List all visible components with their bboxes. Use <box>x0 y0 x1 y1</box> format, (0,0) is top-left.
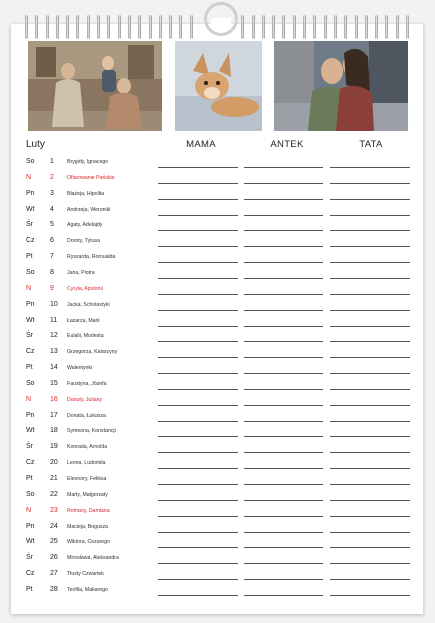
day-number: 15 <box>50 379 58 387</box>
writing-line-tata[interactable] <box>330 278 410 279</box>
writing-line-mama[interactable] <box>158 215 238 216</box>
binding-ring <box>179 15 182 39</box>
weekday-label: Śr <box>26 443 33 451</box>
writing-line-mama[interactable] <box>158 278 238 279</box>
day-row <box>26 472 411 488</box>
writing-line-antek[interactable] <box>244 230 323 231</box>
month-title: Luty <box>26 139 45 150</box>
day-number: 4 <box>50 205 54 213</box>
name-day-text: Teofila, Makarego <box>67 586 108 593</box>
writing-line-mama[interactable] <box>158 230 238 231</box>
writing-line-mama[interactable] <box>158 405 238 406</box>
photo-family <box>28 41 162 131</box>
binding-ring <box>293 15 296 39</box>
day-number: 5 <box>50 221 54 229</box>
writing-line-tata[interactable] <box>330 405 410 406</box>
day-number: 20 <box>50 459 58 467</box>
name-day-text: Jacka, Scholastyki <box>67 301 110 308</box>
binding-ring <box>56 15 59 39</box>
writing-line-mama[interactable] <box>158 310 238 311</box>
writing-line-antek[interactable] <box>244 183 323 184</box>
binding-ring <box>313 15 316 39</box>
day-number: 11 <box>50 316 58 324</box>
name-day-text: Mirosława, Aleksandra <box>67 555 119 562</box>
day-number: 16 <box>50 395 58 403</box>
day-row <box>26 520 411 536</box>
writing-line-antek[interactable] <box>244 199 323 200</box>
writing-line-antek[interactable] <box>244 326 323 327</box>
day-number: 8 <box>50 268 54 276</box>
day-row <box>26 314 411 330</box>
day-row <box>26 345 411 361</box>
weekday-label: N <box>26 395 32 403</box>
writing-line-mama[interactable] <box>158 262 238 263</box>
writing-line-mama[interactable] <box>158 547 238 548</box>
day-number: 9 <box>50 284 54 292</box>
weekday-label: So <box>26 490 35 498</box>
weekday-label: Pn <box>26 522 35 530</box>
name-day-text: Danuty, Juliany <box>67 396 103 403</box>
name-day-text: Agaty, Adelajdy <box>67 222 103 229</box>
binding-ring <box>334 15 337 39</box>
weekday-label: Cz <box>26 570 35 578</box>
writing-line-mama[interactable] <box>158 500 238 501</box>
writing-line-antek[interactable] <box>244 500 323 501</box>
writing-line-tata[interactable] <box>330 294 410 295</box>
day-number: 19 <box>50 443 58 451</box>
name-day-text: Ofiarowanie Pańskie <box>67 174 115 181</box>
writing-line-tata[interactable] <box>330 199 410 200</box>
writing-line-tata[interactable] <box>330 341 410 342</box>
name-day-text: Macieja, Bogusza <box>67 523 108 530</box>
day-row <box>26 187 411 203</box>
writing-line-antek[interactable] <box>244 421 323 422</box>
writing-line-tata[interactable] <box>330 326 410 327</box>
day-number: 7 <box>50 253 54 261</box>
binding-ring <box>262 15 265 39</box>
binding-ring <box>406 15 409 39</box>
name-day-text: Jana, Piotra <box>67 269 95 276</box>
day-number: 2 <box>50 173 54 181</box>
day-row <box>26 361 411 377</box>
day-number: 13 <box>50 348 58 356</box>
writing-line-tata[interactable] <box>330 500 410 501</box>
day-row <box>26 298 411 314</box>
day-number: 10 <box>50 300 58 308</box>
weekday-label: Pn <box>26 411 35 419</box>
name-day-text: Romany, Damiana <box>67 507 110 514</box>
binding-ring <box>396 15 399 39</box>
day-number: 22 <box>50 490 58 498</box>
weekday-label: Śr <box>26 221 33 229</box>
writing-line-tata[interactable] <box>330 389 410 390</box>
column-header-tata: TATA <box>359 139 383 150</box>
day-number: 26 <box>50 554 58 562</box>
name-day-text: Ryszarda, Romualda <box>67 254 116 261</box>
name-day-text: Grzegorza, Katarzyny <box>67 349 118 356</box>
weekday-label: So <box>26 268 35 276</box>
day-row <box>26 250 411 266</box>
writing-line-antek[interactable] <box>244 167 323 168</box>
writing-line-tata[interactable] <box>330 595 410 596</box>
name-day-text: Eulalii, Modesta <box>67 333 104 340</box>
writing-line-mama[interactable] <box>158 183 238 184</box>
weekday-label: Pt <box>26 253 33 261</box>
calendar-sheet <box>11 24 423 614</box>
binding-ring <box>46 15 49 39</box>
binding-ring <box>324 15 327 39</box>
name-day-text: Donata, Łukasza <box>67 412 106 419</box>
name-day-text: Symeona, Konstancji <box>67 428 116 435</box>
binding-ring <box>138 15 141 39</box>
day-row <box>26 424 411 440</box>
weekday-label: Pn <box>26 189 35 197</box>
name-day-text: Faustyna, Józefa <box>67 380 107 387</box>
name-day-text: Cyryla, Apolonii <box>67 285 103 292</box>
weekday-label: N <box>26 173 32 181</box>
writing-line-tata[interactable] <box>330 579 410 580</box>
name-day-text: Błażeja, Hipolita <box>67 190 105 197</box>
writing-line-tata[interactable] <box>330 373 410 374</box>
weekday-label: Pn <box>26 300 35 308</box>
writing-line-tata[interactable] <box>330 215 410 216</box>
day-number: 24 <box>50 522 58 530</box>
photo-couple <box>274 41 408 131</box>
writing-line-mama[interactable] <box>158 246 238 247</box>
writing-line-antek[interactable] <box>244 405 323 406</box>
writing-line-tata[interactable] <box>330 246 410 247</box>
writing-line-antek[interactable] <box>244 484 323 485</box>
weekday-label: Wt <box>26 316 35 324</box>
writing-line-antek[interactable] <box>244 215 323 216</box>
writing-line-tata[interactable] <box>330 421 410 422</box>
calendar-header <box>26 139 411 155</box>
writing-line-antek[interactable] <box>244 357 323 358</box>
writing-line-mama[interactable] <box>158 389 238 390</box>
day-row <box>26 234 411 250</box>
day-row <box>26 218 411 234</box>
binding-ring <box>355 15 358 39</box>
weekday-label: Śr <box>26 554 33 562</box>
writing-line-tata[interactable] <box>330 484 410 485</box>
weekday-label: N <box>26 506 32 514</box>
name-day-text: Leona, Ludomiła <box>67 460 106 467</box>
binding-ring <box>252 15 255 39</box>
day-number: 17 <box>50 411 58 419</box>
hanger-hook <box>204 2 238 36</box>
weekday-label: Wt <box>26 538 35 546</box>
writing-line-antek[interactable] <box>244 595 323 596</box>
day-number: 18 <box>50 427 58 435</box>
day-row <box>26 567 411 583</box>
binding-ring <box>282 15 285 39</box>
binding-ring <box>76 15 79 39</box>
binding-ring <box>365 15 368 39</box>
writing-line-antek[interactable] <box>244 310 323 311</box>
day-number: 1 <box>50 158 54 165</box>
binding-ring <box>190 15 193 39</box>
writing-line-mama[interactable] <box>158 421 238 422</box>
day-row <box>26 583 411 599</box>
binding-ring <box>97 15 100 39</box>
binding-ring <box>118 15 121 39</box>
writing-line-antek[interactable] <box>244 547 323 548</box>
writing-line-mama[interactable] <box>158 436 238 437</box>
day-row <box>26 329 411 345</box>
writing-line-tata[interactable] <box>330 452 410 453</box>
day-number: 14 <box>50 364 58 372</box>
name-day-text: Andrzeja, Weroniki <box>67 206 111 213</box>
day-number: 12 <box>50 332 58 340</box>
writing-line-tata[interactable] <box>330 230 410 231</box>
writing-line-antek[interactable] <box>244 262 323 263</box>
writing-line-mama[interactable] <box>158 468 238 469</box>
binding-ring <box>169 15 172 39</box>
day-row <box>26 282 411 298</box>
writing-line-mama[interactable] <box>158 532 238 533</box>
writing-line-tata[interactable] <box>330 357 410 358</box>
spiral-binding <box>11 8 423 42</box>
writing-line-tata[interactable] <box>330 468 410 469</box>
day-number: 28 <box>50 585 58 593</box>
photo-strip <box>28 41 408 131</box>
writing-line-mama[interactable] <box>158 326 238 327</box>
writing-line-mama[interactable] <box>158 595 238 596</box>
writing-line-antek[interactable] <box>244 579 323 580</box>
day-row <box>26 488 411 504</box>
writing-line-tata[interactable] <box>330 436 410 437</box>
weekday-label: Cz <box>26 237 35 245</box>
writing-line-mama[interactable] <box>158 563 238 564</box>
writing-line-mama[interactable] <box>158 579 238 580</box>
writing-line-mama[interactable] <box>158 294 238 295</box>
writing-line-antek[interactable] <box>244 246 323 247</box>
day-row <box>26 504 411 520</box>
writing-line-mama[interactable] <box>158 452 238 453</box>
binding-ring <box>375 15 378 39</box>
writing-line-antek[interactable] <box>244 516 323 517</box>
weekday-label: Cz <box>26 459 35 467</box>
day-number: 23 <box>50 506 58 514</box>
weekday-label: N <box>26 284 32 292</box>
weekday-label: Pt <box>26 475 33 482</box>
writing-line-tata[interactable] <box>330 310 410 311</box>
writing-line-antek[interactable] <box>244 278 323 279</box>
day-row <box>26 551 411 567</box>
name-day-text: Doroty, Tytusa <box>67 238 100 245</box>
binding-ring <box>303 15 306 39</box>
day-number: 25 <box>50 538 58 546</box>
writing-line-mama[interactable] <box>158 373 238 374</box>
name-day-text: Eleonory, Feliksa <box>67 476 107 482</box>
column-header-antek: ANTEK <box>270 139 304 150</box>
writing-line-antek[interactable] <box>244 532 323 533</box>
binding-ring <box>128 15 131 39</box>
writing-line-tata[interactable] <box>330 547 410 548</box>
binding-ring <box>385 15 388 39</box>
binding-ring <box>344 15 347 39</box>
writing-line-tata[interactable] <box>330 183 410 184</box>
weekday-label: Pt <box>26 364 33 372</box>
weekday-label: Pt <box>26 585 33 593</box>
writing-line-mama[interactable] <box>158 357 238 358</box>
day-row <box>26 535 411 551</box>
name-day-text: Brygidy, Ignacego <box>67 159 109 165</box>
day-number: 6 <box>50 237 54 245</box>
writing-line-mama[interactable] <box>158 167 238 168</box>
day-row <box>26 266 411 282</box>
writing-line-antek[interactable] <box>244 563 323 564</box>
writing-line-antek[interactable] <box>244 452 323 453</box>
binding-ring <box>25 15 28 39</box>
writing-line-antek[interactable] <box>244 436 323 437</box>
writing-line-mama[interactable] <box>158 484 238 485</box>
writing-line-mama[interactable] <box>158 516 238 517</box>
writing-line-antek[interactable] <box>244 341 323 342</box>
weekday-label: Wt <box>26 205 35 213</box>
writing-line-mama[interactable] <box>158 199 238 200</box>
day-row <box>26 456 411 472</box>
photo-dog <box>175 41 262 131</box>
name-day-text: Łazarza, Marii <box>67 317 100 324</box>
binding-ring <box>159 15 162 39</box>
weekday-label: Cz <box>26 348 35 356</box>
column-header-mama: MAMA <box>186 139 216 150</box>
writing-line-antek[interactable] <box>244 373 323 374</box>
binding-ring <box>66 15 69 39</box>
day-row <box>26 203 411 219</box>
writing-line-tata[interactable] <box>330 563 410 564</box>
writing-line-antek[interactable] <box>244 294 323 295</box>
name-day-text: Wiktora, Cezarego <box>67 539 110 546</box>
writing-line-antek[interactable] <box>244 468 323 469</box>
writing-line-tata[interactable] <box>330 516 410 517</box>
day-number: 21 <box>50 475 58 482</box>
weekday-label: Wt <box>26 427 35 435</box>
writing-line-tata[interactable] <box>330 167 410 168</box>
writing-line-tata[interactable] <box>330 532 410 533</box>
binding-ring <box>149 15 152 39</box>
writing-line-antek[interactable] <box>244 389 323 390</box>
day-row <box>26 377 411 393</box>
day-number: 3 <box>50 189 54 197</box>
binding-ring <box>272 15 275 39</box>
writing-line-mama[interactable] <box>158 341 238 342</box>
day-row <box>26 440 411 456</box>
day-row <box>26 171 411 187</box>
day-number: 27 <box>50 570 58 578</box>
binding-ring <box>241 15 244 39</box>
weekday-label: So <box>26 379 35 387</box>
day-row <box>26 393 411 409</box>
name-day-text: Marty, Małgorzaty <box>67 491 108 498</box>
weekday-label: Śr <box>26 332 33 340</box>
writing-line-tata[interactable] <box>330 262 410 263</box>
binding-ring <box>107 15 110 39</box>
day-row <box>26 409 411 425</box>
name-day-text: Konrada, Arnolda <box>67 444 108 451</box>
day-row <box>26 155 411 171</box>
name-day-text: Tłusty Czwartek <box>67 571 104 578</box>
binding-ring <box>87 15 90 39</box>
name-day-text: Walentynki <box>67 365 93 372</box>
binding-ring <box>35 15 38 39</box>
weekday-label: So <box>26 158 35 165</box>
